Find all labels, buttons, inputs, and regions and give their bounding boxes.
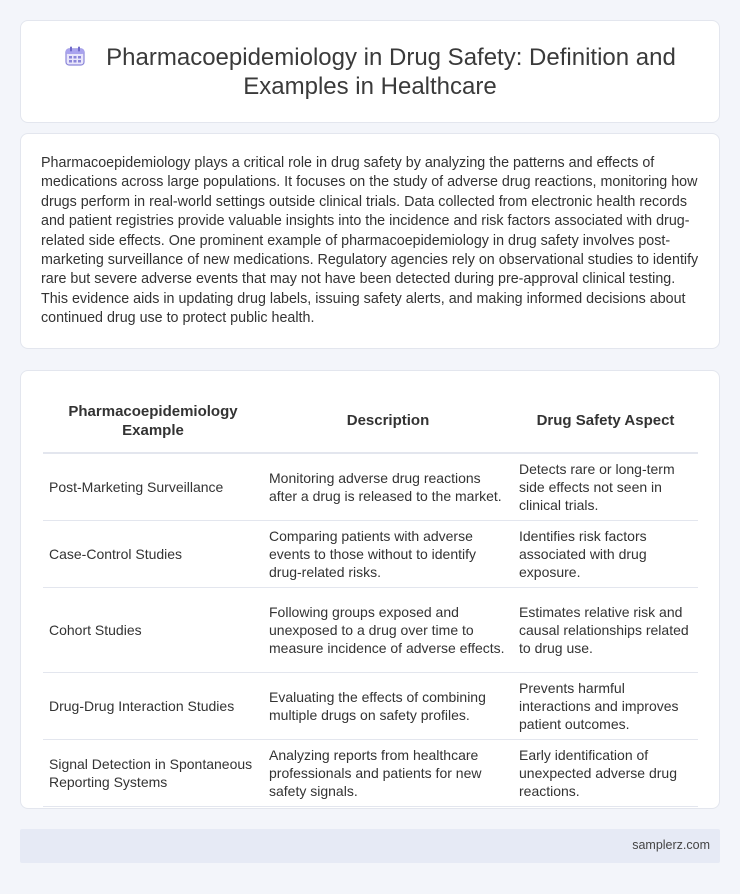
table-card [20,370,720,809]
cell-description: Comparing patients with adverse events to those without to identify drug-related risks. [263,521,513,588]
intro-paragraph: Pharmacoepidemiology plays a critical role in drug safety by analyzing the patterns and effects of medications across large populations. It focuses on the study of adverse drug reactions, monitoring how drugs perform in real-world settings outside clinical trials. Data collected from electronic health records and patient registries provide valuable insights into the incidence and risk factors associated with drug-related side effects. One prominent example of pharmacoepidemiology in drug safety involves post-marketing surveillance of new medications. Regulatory agencies rely on observational studies to identify rare but severe adverse events that may not have been detected during pre-approval clinical testing. This evidence aids in updating drug labels, issuing safety alerts, and making informed decisions about continued drug use to protect public health. [41,155,699,327]
header-card [20,20,720,123]
cell-example: Drug-Drug Interaction Studies [43,673,263,740]
header-description: Description [263,391,513,453]
table-row [43,673,698,740]
cell-description: Analyzing reports from healthcare professionals and patients for new safety signals. [263,740,513,807]
page-title [61,43,679,101]
cell-example: Signal Detection in Spontaneous Reporting Systems [43,740,263,807]
cell-description: Following groups exposed and unexposed to a drug over time to measure incidence of adverse effects. [263,588,513,673]
cell-aspect: Detects rare or long-term side effects not seen in clinical trials. [513,453,698,521]
cell-aspect: Identifies risk factors associated with drug exposure. [513,521,698,588]
table-header-row [43,391,698,453]
header-example: Pharmacoepidemiology Example [43,391,263,453]
cell-example: Case-Control Studies [43,521,263,588]
header-aspect: Drug Safety Aspect [513,391,698,453]
cell-aspect: Early identification of unexpected adverse drug reactions. [513,740,698,807]
cell-aspect: Prevents harmful interactions and improves patient outcomes. [513,673,698,740]
cell-example: Cohort Studies [43,588,263,673]
cell-aspect: Estimates relative risk and causal relationships related to drug use. [513,588,698,673]
table-row [43,521,698,588]
table-row [43,740,698,807]
calendar-icon [64,45,86,67]
table-row [43,588,698,673]
footer-site-link[interactable]: samplerz.com [632,838,710,852]
cell-description: Evaluating the effects of combining multiple drugs on safety profiles. [263,673,513,740]
cell-example: Post-Marketing Surveillance [43,453,263,521]
examples-table [43,391,698,807]
page-title-text: Pharmacoepidemiology in Drug Safety: Definition and Examples in Healthcare [106,43,676,100]
table-row [43,453,698,521]
cell-description: Monitoring adverse drug reactions after a drug is released to the market. [263,453,513,521]
intro-card [20,133,720,349]
footer [20,829,720,863]
